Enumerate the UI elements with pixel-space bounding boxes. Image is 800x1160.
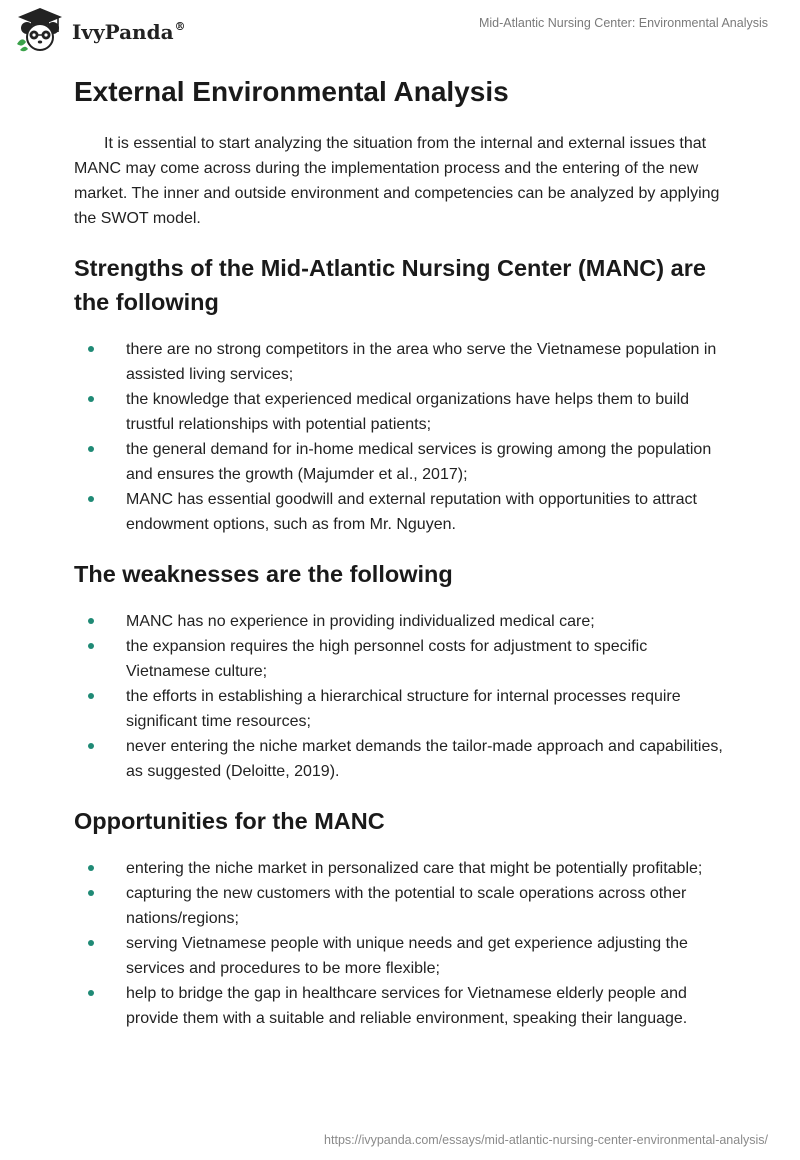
- weaknesses-list: [74, 609, 734, 784]
- list-item: the expansion requires the high personnel costs for adjustment to specific Vietnamese culture;: [74, 634, 734, 684]
- bullet-dot-icon: [88, 396, 94, 402]
- list-item: entering the niche market in personalized care that might be potentially profitable;: [74, 856, 734, 881]
- bullet-dot-icon: [88, 693, 94, 699]
- list-item: MANC has essential goodwill and external reputation with opportunities to attract endowment options, such as from Mr. Nguyen.: [74, 487, 734, 537]
- section-heading-weaknesses: The weaknesses are the following: [74, 561, 453, 587]
- bullet-dot-icon: [88, 346, 94, 352]
- opportunities-list: [74, 856, 734, 1031]
- bullet-dot-icon: [88, 940, 94, 946]
- logo-wordmark: IvyPanda®: [72, 20, 186, 44]
- section-heading-strengths: Strengths of the Mid-Atlantic Nursing Center (MANC) are the following: [74, 255, 706, 315]
- bullet-dot-icon: [88, 618, 94, 624]
- bullet-dot-icon: [88, 446, 94, 452]
- ivypanda-logo[interactable]: [14, 6, 186, 52]
- bullet-dot-icon: [88, 496, 94, 502]
- page-title: External Environmental Analysis: [74, 76, 509, 107]
- bullet-dot-icon: [88, 990, 94, 996]
- section-heading-opportunities: Opportunities for the MANC: [74, 808, 385, 834]
- page-header: [0, 0, 800, 62]
- document-title: Mid-Atlantic Nursing Center: Environmental Analysis: [478, 16, 768, 30]
- strengths-list: [74, 337, 734, 537]
- bullet-dot-icon: [88, 743, 94, 749]
- list-item: the knowledge that experienced medical organizations have helps them to build trustful relationships with potential patients;: [74, 387, 734, 437]
- list-item: there are no strong competitors in the area who serve the Vietnamese population in assisted living services;: [74, 337, 734, 387]
- article-content: [74, 75, 734, 1031]
- list-item: help to bridge the gap in healthcare services for Vietnamese elderly people and provide them with a suitable and reliable environment, speaking their language.: [74, 981, 734, 1031]
- list-item: capturing the new customers with the potential to scale operations across other nations/regions;: [74, 881, 734, 931]
- list-item: the general demand for in-home medical services is growing among the population and ensures the growth (Majumder et al., 2017);: [74, 437, 734, 487]
- bullet-dot-icon: [88, 865, 94, 871]
- bullet-dot-icon: [88, 890, 94, 896]
- intro-paragraph: It is essential to start analyzing the situation from the internal and external issues that MANC may come across during the implementation process and the entering of the new market. The inner and outside environment and competencies can be analyzed by applying the SWOT model.: [74, 135, 720, 227]
- list-item: the efforts in establishing a hierarchical structure for internal processes require significant time resources;: [74, 684, 734, 734]
- panda-graduate-icon: [14, 6, 66, 52]
- bullet-dot-icon: [88, 643, 94, 649]
- list-item: MANC has no experience in providing individualized medical care;: [74, 609, 734, 634]
- source-url-link[interactable]: https://ivypanda.com/essays/mid-atlantic-nursing-center-environmental-analysis/: [324, 1133, 768, 1147]
- list-item: never entering the niche market demands the tailor-made approach and capabilities, as suggested (Deloitte, 2019).: [74, 734, 734, 784]
- list-item: serving Vietnamese people with unique needs and get experience adjusting the services and procedures to be more flexible;: [74, 931, 734, 981]
